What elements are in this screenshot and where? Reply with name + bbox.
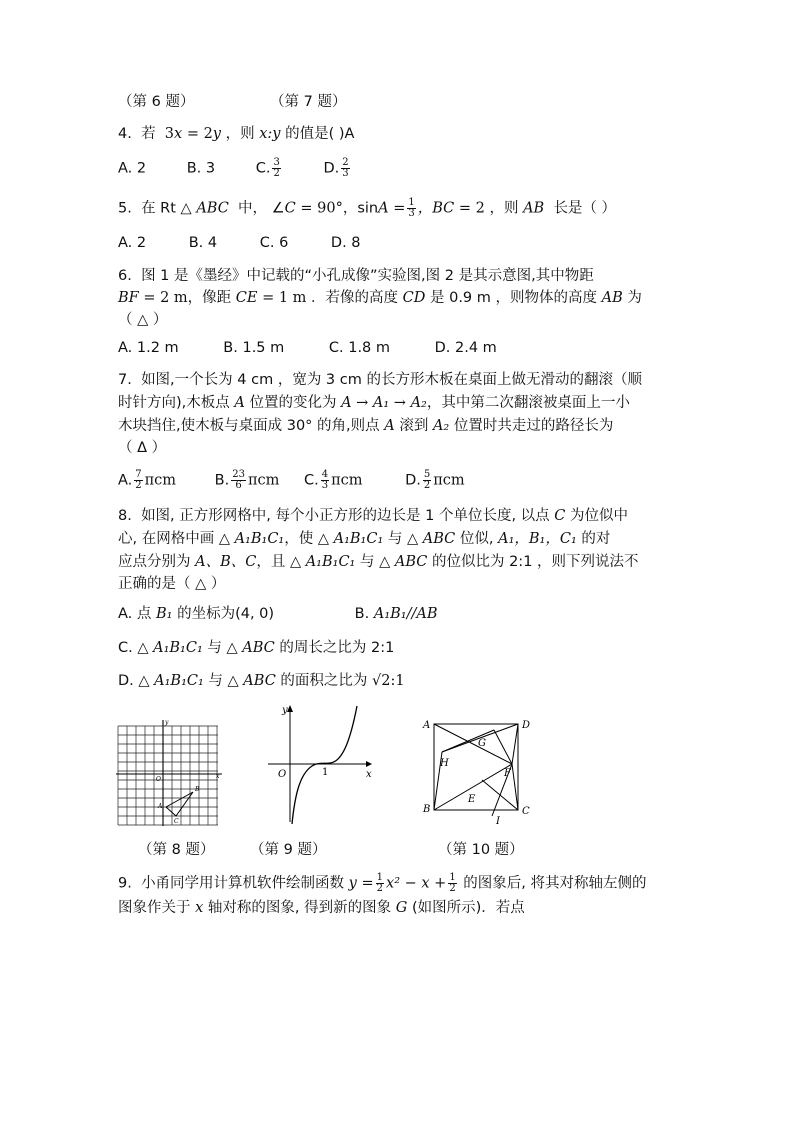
fig8-label-a: A	[158, 803, 163, 810]
question-6-line-1: 6. 图 1 是《墨经》中记载的“小孔成像”实验图,图 2 是其示意图,其中物距	[118, 268, 594, 284]
caption-q6: （第 6 题）	[118, 94, 195, 110]
figure-10-square	[420, 716, 540, 828]
fig8-label-x: x	[216, 773, 220, 780]
fig9-label-y: y	[282, 705, 288, 716]
fig8-label-b: B	[195, 786, 200, 793]
fig10-label-f: F	[504, 768, 511, 779]
caption-q7: （第 7 题）	[270, 94, 347, 110]
fig8-triangle-abc	[166, 792, 193, 816]
fig9-label-o: O	[278, 769, 287, 780]
question-8-option-d: D. △ A₁B₁C₁ 与 △ ABC 的面积之比为 √2:1	[118, 673, 405, 689]
fig10-label-g: G	[478, 738, 486, 749]
question-9-line-1: 9. 小甬同学用计算机软件绘制函数 y = $\frac{1}{2}$ x² − x + $\frac{1}{2}$ 的图象后, 将其对称轴左侧的	[118, 872, 647, 894]
figure-9-graph	[262, 700, 382, 830]
question-4: 4. 若 3x = 2y ，则 x:y 的值是( )A	[118, 126, 355, 142]
fig10-label-b: B	[423, 804, 431, 815]
question-5-options: A. 2 B. 4 C. 6 D. 8	[118, 235, 361, 251]
question-8-line-1: 8. 如图, 正方形网格中, 每个小正方形的边长是 1 个单位长度, 以点 C 为位似中	[118, 508, 628, 524]
fig9-curve-g	[292, 706, 357, 824]
fig8-label-o: O	[156, 776, 161, 783]
caption-q9: （第 9 题）	[250, 842, 327, 858]
question-4-options: A. 2 B. 3 C. $\frac{3}{2}$ D. $\frac{2}{3}$	[118, 157, 349, 179]
question-7-line-1: 7. 如图,一个长为 4 cm ，宽为 3 cm 的长方形木板在桌面上做无滑动的翻滚（顺	[118, 372, 642, 388]
fig10-label-h: H	[440, 758, 449, 769]
question-7-line-4: （ Δ ）	[118, 440, 167, 456]
fig10-label-d: D	[522, 720, 531, 731]
figure-8-grid	[114, 716, 224, 828]
question-8-option-c: C. △ A₁B₁C₁ 与 △ ABC 的周长之比为 2:1	[118, 640, 395, 656]
question-5: 5. 在 Rt △ ABC 中， ∠C = 90°，sinA = $\frac{1}{3}$ ，BC = 2 ，则 AB 长是（ ）	[118, 197, 617, 219]
question-8-line-2: 心, 在网格中画 △ A₁B₁C₁，使 △ A₁B₁C₁ 与 △ ABC 位似, A₁，B₁，C₁ 的对	[118, 531, 611, 547]
question-8-line-3: 应点分别为 A、B、C，且 △ A₁B₁C₁ 与 △ ABC 的位似比为 2:1 ，则下列说法不	[118, 554, 639, 570]
fig10-label-e: E	[468, 794, 476, 805]
question-7-line-3: 木块挡住,使木板与桌面成 30° 的角,则点 A 滚到 A₂ 位置时共走过的路径长为	[118, 418, 614, 434]
question-6-line-2: BF = 2 m，像距 CE = 1 m ．若像的高度 CD 是 0.9 m ，则物体的高度 AB 为	[118, 290, 642, 306]
fig9-label-one: 1	[322, 767, 329, 778]
question-8-line-4: 正确的是（ △ ）	[118, 576, 226, 592]
caption-q8: （第 8 题）	[138, 842, 215, 858]
fig10-label-c: C	[522, 806, 530, 817]
fig10-label-a: A	[423, 720, 431, 731]
fig8-label-y: y	[165, 719, 169, 726]
caption-q10: （第 10 题）	[438, 842, 524, 858]
fig10-label-i: I	[496, 816, 500, 827]
question-6-options: A. 1.2 m B. 1.5 m C. 1.8 m D. 2.4 m	[118, 340, 497, 356]
question-9-line-2: 图象作关于 x 轴对称的图象, 得到新的图象 G (如图所示)．若点	[118, 900, 525, 916]
question-6-line-3: （ △ ）	[118, 312, 168, 328]
fig8-label-c: C	[174, 818, 179, 825]
fig9-label-x: x	[366, 769, 372, 780]
question-7-line-2: 时针方向),木板点 A 位置的变化为 A → A₁ → A₂，其中第二次翻滚被桌面上一小	[118, 395, 630, 411]
question-8-option-ab: A. 点 B₁ 的坐标为(4, 0) B. A₁B₁//AB	[118, 606, 438, 622]
question-7-options: A. $\frac{7}{2}$ πcm B. $\frac{23}{6}$ πcm C. $\frac{4}{3}$ πcm D. $\frac{5}{2}$ πcm	[118, 469, 465, 491]
